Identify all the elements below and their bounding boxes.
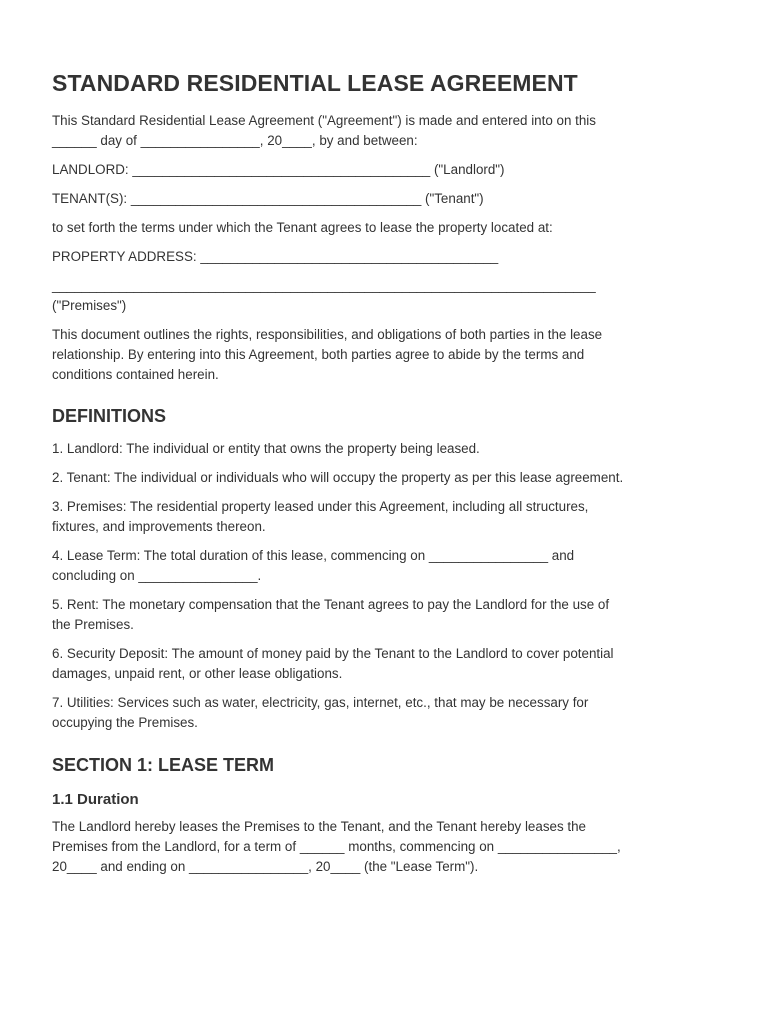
definition-line: the Premises. bbox=[52, 617, 134, 632]
outline-paragraph bbox=[52, 325, 720, 385]
definition-line: 4. Lease Term: The total duration of this lease, commencing on ________________ and bbox=[52, 548, 575, 563]
definition-line: 5. Rent: The monetary compensation that the Tenant agrees to pay the Landlord for the use of bbox=[52, 597, 610, 612]
definition-line: 2. Tenant: The individual or individuals who will occupy the property as per this lease agreement. bbox=[52, 470, 624, 485]
property-address-line: PROPERTY ADDRESS: ________________________________________ bbox=[52, 249, 499, 264]
definition-item bbox=[52, 595, 720, 635]
address-blank-line: _________________________________________________________________________ bbox=[52, 278, 596, 293]
outline-line: relationship. By entering into this Agreement, both parties agree to abide by the terms and bbox=[52, 347, 585, 362]
section1-heading: SECTION 1: LEASE TERM bbox=[52, 755, 275, 775]
definition-line: 7. Utilities: Services such as water, electricity, gas, internet, etc., that may be necessary for bbox=[52, 695, 589, 710]
duration-line: Premises from the Landlord, for a term of ______ months, commencing on ________________, bbox=[52, 839, 621, 854]
landlord-line: LANDLORD: ________________________________________ ("Landlord") bbox=[52, 162, 505, 177]
definition-line: damages, unpaid rent, or other lease obligations. bbox=[52, 666, 343, 681]
definitions-heading: DEFINITIONS bbox=[52, 406, 167, 426]
definition-item bbox=[52, 546, 720, 586]
definition-line: occupying the Premises. bbox=[52, 715, 198, 730]
definition-item bbox=[52, 497, 720, 537]
definition-item bbox=[52, 644, 720, 684]
definition-line: 3. Premises: The residential property leased under this Agreement, including all structures, bbox=[52, 499, 589, 514]
address-blank-paragraph bbox=[52, 276, 720, 316]
intro-line: ______ day of ________________, 20____, by and between: bbox=[52, 133, 418, 148]
tenant-line: TENANT(S): _______________________________________ ("Tenant") bbox=[52, 191, 484, 206]
document-title: STANDARD RESIDENTIAL LEASE AGREEMENT bbox=[52, 70, 578, 96]
duration-line: The Landlord hereby leases the Premises to the Tenant, and the Tenant hereby leases the bbox=[52, 819, 586, 834]
premises-label: ("Premises") bbox=[52, 298, 127, 313]
outline-line: conditions contained herein. bbox=[52, 367, 219, 382]
duration-paragraph bbox=[52, 817, 720, 877]
definition-item bbox=[52, 468, 720, 488]
definition-item bbox=[52, 439, 720, 459]
terms-intro: to set forth the terms under which the Tenant agrees to lease the property located at: bbox=[52, 220, 553, 235]
definition-line: fixtures, and improvements thereon. bbox=[52, 519, 266, 534]
definition-line: 6. Security Deposit: The amount of money paid by the Tenant to the Landlord to cover potential bbox=[52, 646, 614, 661]
intro-line: This Standard Residential Lease Agreement ("Agreement") is made and entered into on this bbox=[52, 113, 596, 128]
outline-line: This document outlines the rights, responsibilities, and obligations of both parties in the lease bbox=[52, 327, 603, 342]
duration-line: 20____ and ending on ________________, 20____ (the "Lease Term"). bbox=[52, 859, 479, 874]
definition-line: concluding on ________________. bbox=[52, 568, 262, 583]
intro-paragraph bbox=[52, 111, 720, 151]
duration-subheading: 1.1 Duration bbox=[52, 791, 139, 808]
definition-item bbox=[52, 693, 720, 733]
definition-line: 1. Landlord: The individual or entity that owns the property being leased. bbox=[52, 441, 480, 456]
